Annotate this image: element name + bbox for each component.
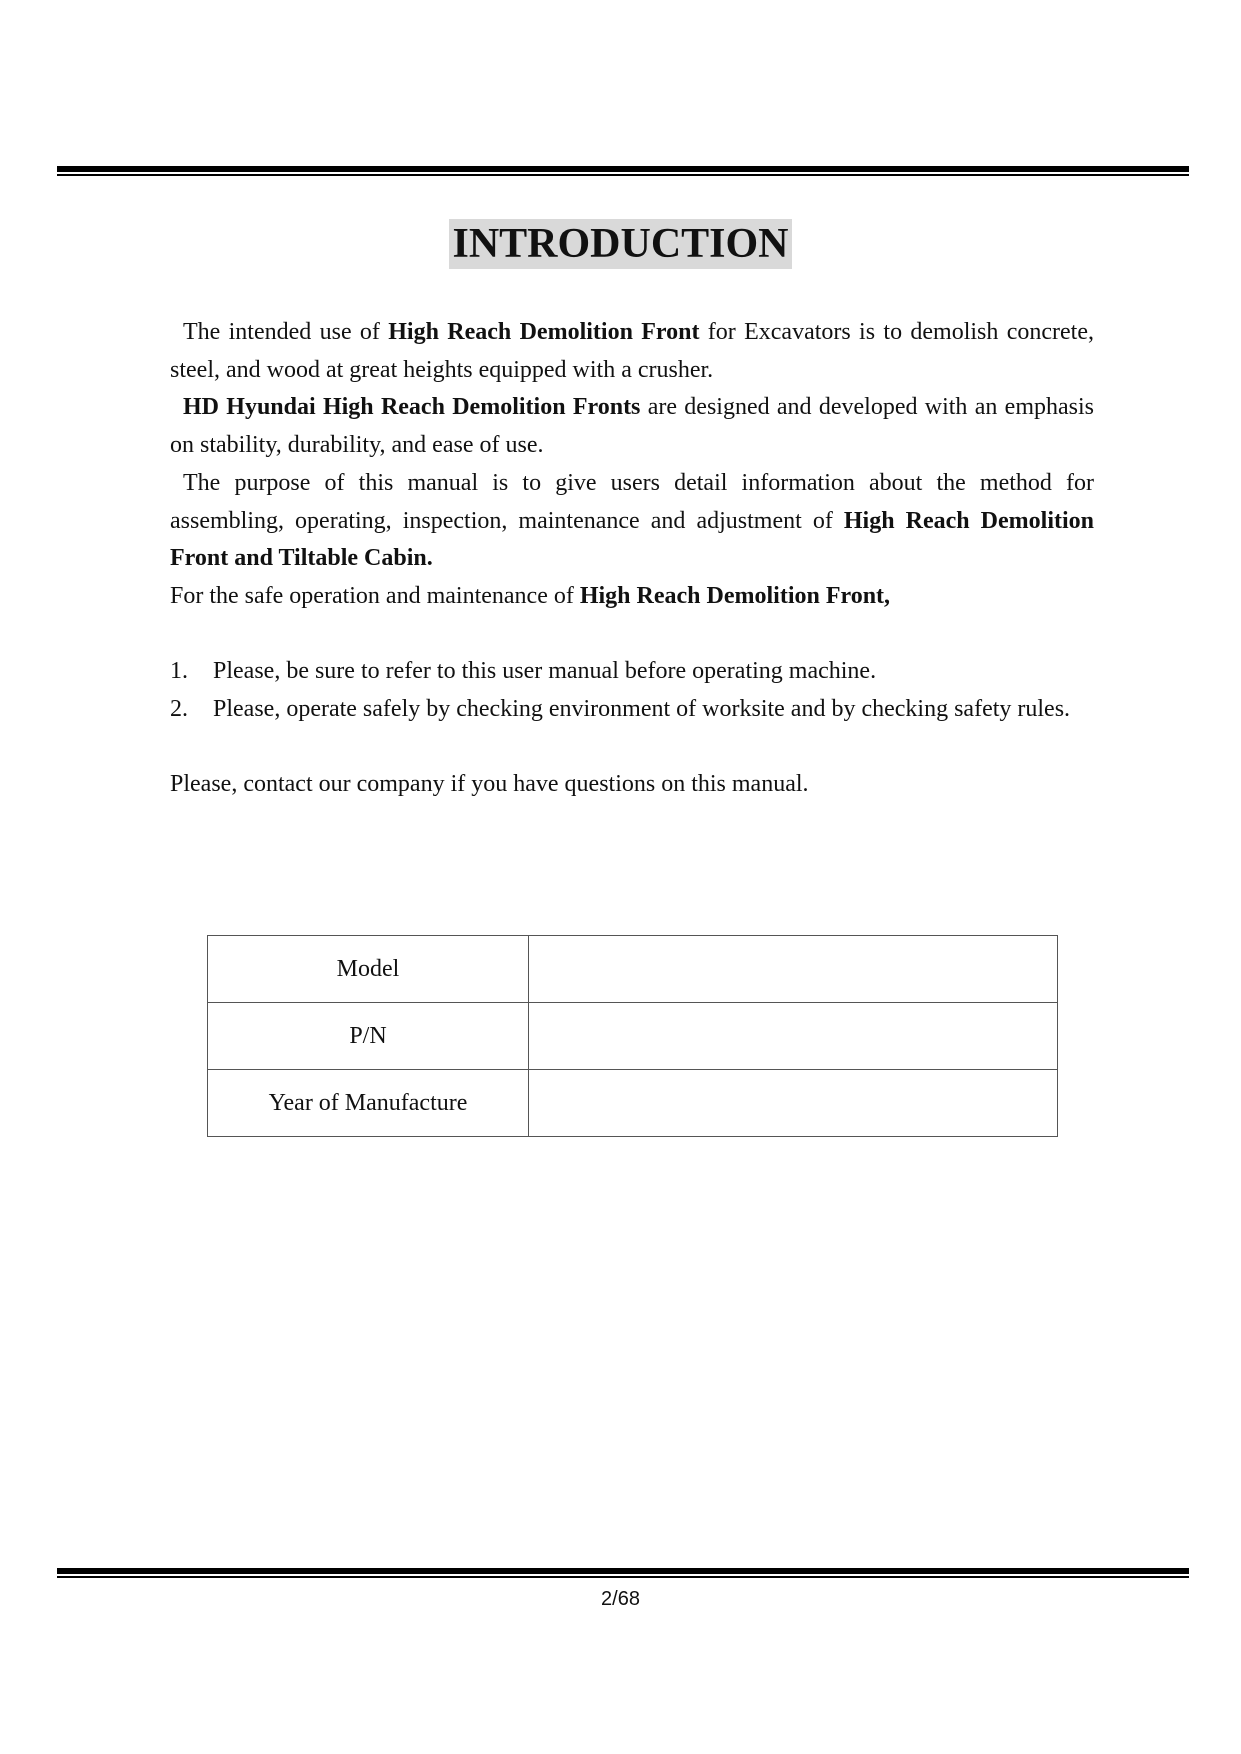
bold-text: HD Hyundai High Reach Demolition Fronts <box>183 394 641 421</box>
text: The intended use of <box>183 319 389 345</box>
instruction-list <box>170 653 1094 728</box>
table-value-year <box>529 1070 1058 1137</box>
list-text: Please, operate safely by checking environment of worksite and by checking safety rules. <box>213 696 1071 723</box>
table-row <box>208 936 1058 1003</box>
footer-rule <box>57 1568 1189 1578</box>
table-row <box>208 1070 1058 1137</box>
table-label-pn: P/N <box>208 1003 529 1070</box>
bold-text: High Reach Demolition Front <box>388 319 700 345</box>
text: are designed and developed with an emphasis on stability, durability, and ease of use. <box>170 394 1094 459</box>
table-value-pn <box>529 1003 1058 1070</box>
paragraph-safe-operation <box>170 578 1094 616</box>
bold-text: High Reach Demolition Front and Tiltable Cabin. <box>170 507 1094 572</box>
text: For the safe operation and maintenance of <box>170 582 580 609</box>
text: for Excavators is to demolish concrete, steel, and wood at great heights equipped with a crusher. <box>170 319 1094 383</box>
table-label-year: Year of Manufacture <box>208 1070 529 1137</box>
document-body <box>170 314 1094 804</box>
paragraph-purpose <box>170 465 1094 578</box>
table-label-model: Model <box>208 936 529 1003</box>
page-title-wrapper <box>0 220 1241 268</box>
contact-note: Please, contact our company if you have questions on this manual. <box>170 771 809 798</box>
bold-text: High Reach Demolition Front, <box>579 582 891 609</box>
table-row <box>208 1003 1058 1070</box>
product-info-table <box>207 935 1058 1137</box>
text: The purpose of this manual is to give users detail information about the method for assembling, operating, inspection, maintenance and adjustment of <box>170 469 1094 534</box>
page-title: INTRODUCTION <box>449 219 791 269</box>
list-item <box>170 691 1094 729</box>
list-text: Please, be sure to refer to this user manual before operating machine. <box>213 658 877 685</box>
table-value-model <box>529 936 1058 1003</box>
list-item <box>170 653 1094 691</box>
header-rule <box>57 166 1189 176</box>
page-number: 2/68 <box>601 1588 640 1610</box>
paragraph-intended-use <box>170 314 1094 389</box>
paragraph-design <box>170 389 1094 464</box>
list-number: 2. <box>170 696 188 723</box>
list-number: 1. <box>170 658 188 685</box>
